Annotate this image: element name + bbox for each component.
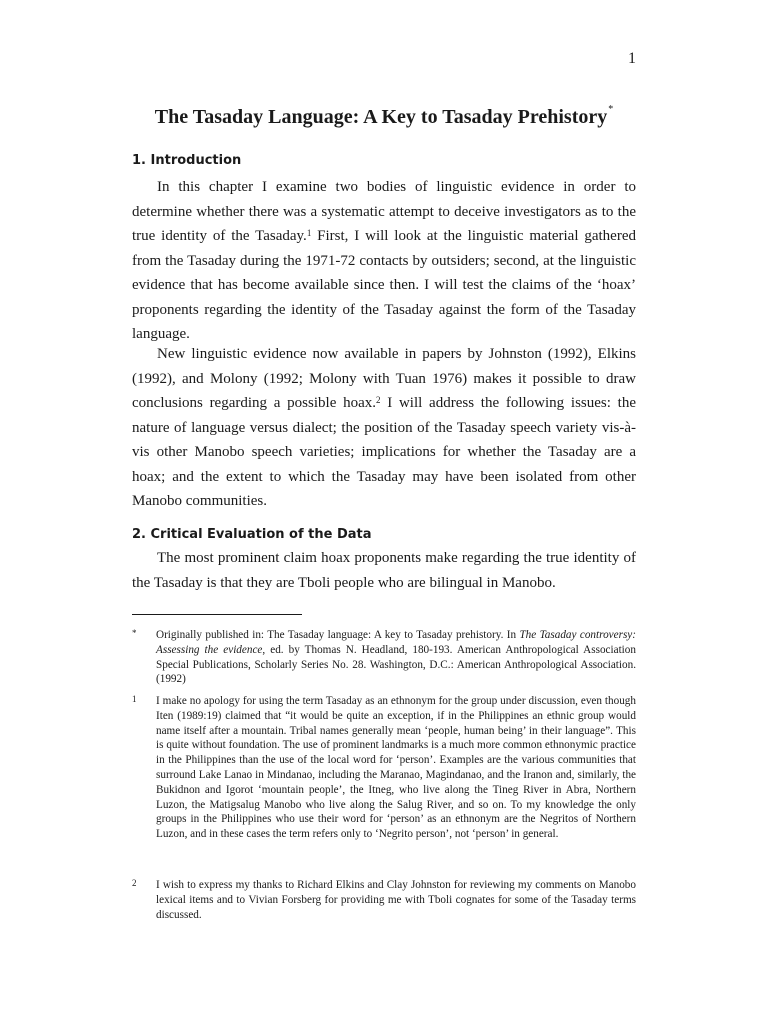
section-heading-introduction: 1. Introduction — [132, 153, 242, 168]
footnote-text: I make no apology for using the term Tasaday as an ethnonym for the group under discussion, even though Iten (1989:19) claimed that “it would be quite an exception, if in the Philippines an ethnic group would name itself after a mountain. Tribal names generally mean ‘people, human being’ in their language”. This is quite without foundation. The use of prominent landmarks is a much more common ethnonymic practice in the Philippines than the use of the local word for ‘person’. Examples are the various communities that surround Lake Lanao in Mindanao, including the Maranao, Magindanao, and the Iranon and, similarly, the Bukidnon and Igorot ‘mountain people’, the Itneg, who live along the Tineg River in Abra, Northern Luzon, the Matigsalug Manobo who live along the Salug River, and so on. To my knowledge the only groups in the Philippines who use their word for ‘person’ as an ethnonym are the Negritos of Northern Luzon, and in these cases the term refers only to ‘Negrito person’, not ‘person’ in general. — [156, 695, 636, 841]
document-title — [0, 106, 768, 129]
intro-paragraph-2 — [132, 342, 636, 514]
footnote-2 — [132, 878, 636, 922]
footnote-1 — [132, 694, 636, 842]
intro-paragraph-1 — [132, 175, 636, 347]
footnote-mark: 1 — [132, 694, 137, 704]
section-heading-critical-evaluation: 2. Critical Evaluation of the Data — [132, 527, 372, 542]
evaluation-paragraph-1: The most prominent claim hoax proponents make regarding the true identity of the Tasaday is that they are Tboli people who are bilingual in Manobo. — [132, 550, 636, 591]
title-footnote-mark: * — [608, 104, 614, 115]
footnote-book-title: The Tasaday controversy: Assessing the evidence — [156, 629, 636, 656]
footnote-text-b: , ed. by Thomas N. Headland, 180-193. American Anthropological Association Special Publications, Scholarly Series No. 28. Washington, D.C.: American Anthropological Association. (1992) — [156, 643, 636, 686]
footnote-mark: * — [132, 628, 137, 638]
footnote-mark: 2 — [132, 878, 137, 888]
footnote-separator — [132, 614, 302, 615]
footnote-ref-1: 1 — [306, 228, 312, 238]
footnote-star — [132, 628, 636, 687]
intro-p2-text-a: New linguistic evidence now available in papers by Johnston (1992), Elkins (1992), and Molony (1992; Molony with Tuan 1976) makes it possible to draw conclusions regarding a possible hoax. — [132, 346, 636, 411]
title-text: The Tasaday Language: A Key to Tasaday Prehistory — [154, 106, 608, 128]
footnote-text-a: Originally published in: The Tasaday language: A key to Tasaday prehistory. In — [156, 629, 520, 641]
page-number: 1 — [628, 50, 636, 67]
footnote-ref-2: 2 — [376, 395, 381, 405]
intro-p2-text-b: I will address the following issues: the nature of language versus dialect; the position of the Tasaday speech variety vis-à-vis other Manobo speech varieties; implications for whether the Tasaday are a hoax; and the extent to which the Tasaday may have been isolated from other Manobo communities. — [132, 395, 636, 509]
footnote-text: I wish to express my thanks to Richard Elkins and Clay Johnston for reviewing my comments on Manobo lexical items and to Vivian Forsberg for providing me with Tboli cognates for some of the Tasaday terms discussed. — [156, 879, 636, 921]
footnote-text — [156, 628, 636, 687]
intro-p1-text-a: In this chapter I examine two bodies of linguistic evidence in order to determine whether there was a systematic attempt to deceive investigators as to the true identity of the Tasaday. — [132, 179, 636, 244]
intro-p1-text-b: First, I will look at the linguistic material gathered from the Tasaday during the 1971-72 contacts by outsiders; second, at the linguistic evidence that has become available since then. I will test the claims of the ‘hoax’ proponents regarding the identity of the Tasaday against the form of the Tasaday language. — [132, 228, 636, 342]
